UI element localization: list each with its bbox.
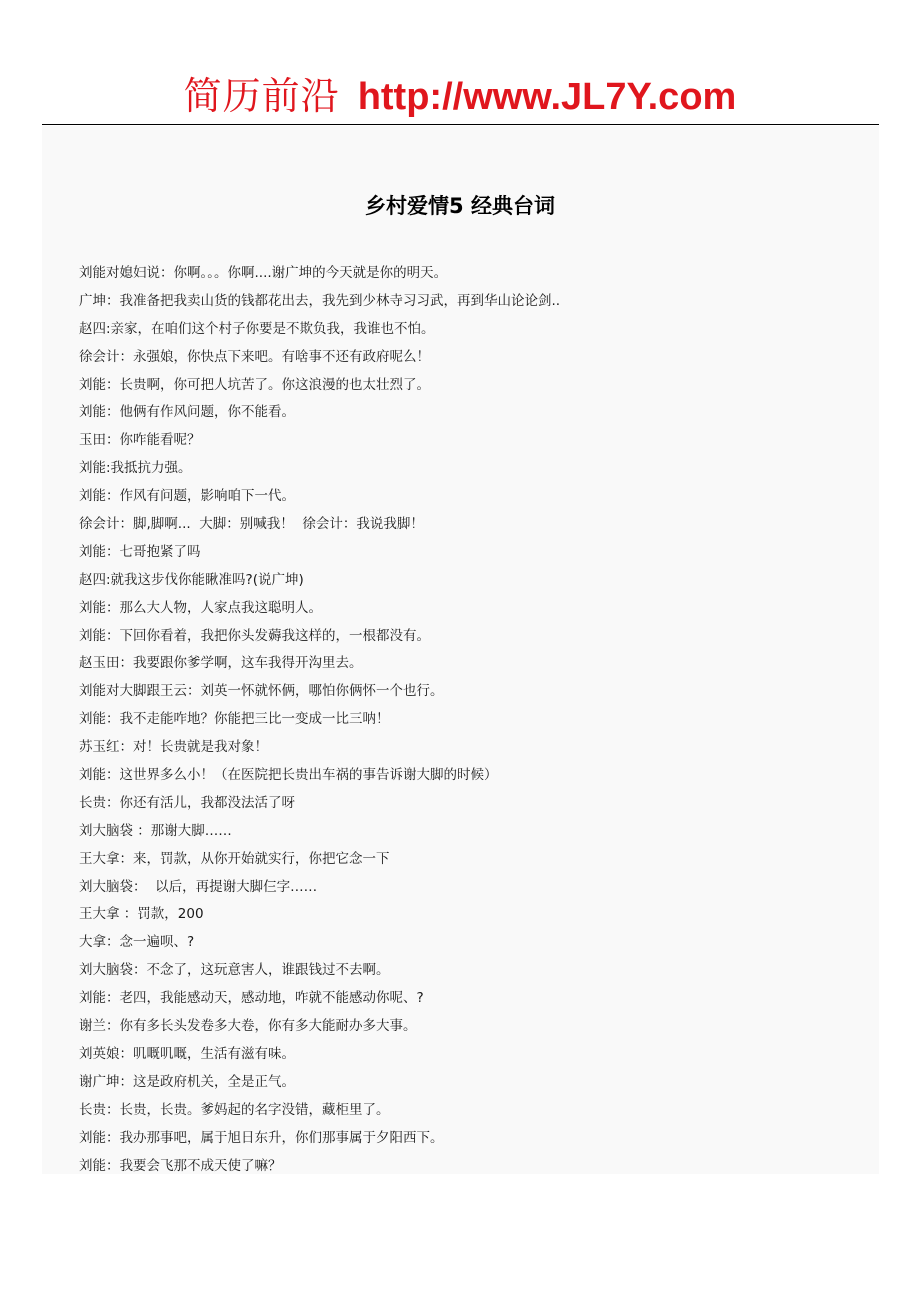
site-banner [0, 72, 920, 121]
quote-line: 刘能：那么大人物，人家点我这聪明人。 [79, 599, 322, 616]
quote-line: 广坤：我准备把我卖山货的钱都花出去，我先到少林寺习习武，再到华山论论剑.. [79, 292, 561, 309]
document-title: 乡村爱情5 经典台词 [365, 194, 555, 218]
site-name: 简历前沿 [183, 74, 340, 118]
site-url-link[interactable]: http://www.JL7Y.com [357, 76, 737, 118]
quote-line: 刘能：长贵啊，你可把人坑苦了。你这浪漫的也太壮烈了。 [79, 376, 430, 393]
quote-line: 大拿：念一遍呗、? [79, 934, 195, 951]
quote-line: 刘能：下回你看着，我把你头发薅我这样的，一根都没有。 [79, 627, 430, 644]
quote-list [79, 261, 869, 1181]
quote-line: 刘能:我抵抗力强。 [79, 460, 192, 477]
quote-line: 刘能：他俩有作风问题，你不能看。 [79, 404, 295, 421]
quote-line: 徐会计：脚,脚啊... 大脚：别喊我！ 徐会计：我说我脚！ [79, 516, 424, 533]
quote-line: 长贵：你还有活儿，我都没法活了呀 [79, 794, 295, 811]
quote-line: 刘英娘：叽嘅叽嘅，生活有滋有味。 [79, 1045, 295, 1062]
quote-line: 苏玉红：对！长贵就是我对象！ [79, 739, 268, 756]
quote-line: 赵玉田：我要跟你爹学啊，这车我得开沟里去。 [79, 655, 363, 672]
header-divider [42, 124, 879, 125]
quote-line: 刘能：七哥抱紧了吗 [79, 543, 201, 560]
quote-line: 王大拿 ：罚款，200 [79, 906, 204, 923]
quote-line: 刘大脑袋 ：那谢大脚…… [79, 822, 232, 839]
quote-line: 玉田：你咋能看呢？ [79, 432, 201, 449]
quote-line: 赵四:就我这步伐你能瞅准吗?(说广坤) [79, 571, 304, 588]
quote-line: 谢兰：你有多长头发卷多大卷，你有多大能耐办多大事。 [79, 1018, 417, 1035]
quote-line: 刘能：这世界多么小！（在医院把长贵出车祸的事告诉谢大脚的时候） [79, 767, 498, 784]
quote-line: 刘能对大脚跟王云：刘英一怀就怀俩，哪怕你俩怀一个也行。 [79, 683, 444, 700]
quote-line: 刘能：我要会飞那不成天使了嘛？ [79, 1157, 282, 1174]
quote-line: 刘能：老四，我能感动天，感动地，咋就不能感动你呢、? [79, 990, 424, 1007]
quote-line: 长贵：长贵，长贵。爹妈起的名字没错，藏柜里了。 [79, 1101, 390, 1118]
quote-line: 谢广坤：这是政府机关，全是正气。 [79, 1073, 295, 1090]
quote-line: 徐会计：永强娘，你快点下来吧。有啥事不还有政府呢么！ [79, 348, 430, 365]
quote-line: 刘能：我不走能咋地？你能把三比一变成一比三呐！ [79, 711, 390, 728]
quote-line: 刘能对媳妇说：你啊。。。你啊....谢广坤的今天就是你的明天。 [79, 265, 448, 281]
quote-line: 赵四:亲家，在咱们这个村子你要是不欺负我，我谁也不怕。 [79, 320, 435, 337]
page-header [0, 0, 920, 124]
quote-line: 刘大脑袋： 以后，再提谢大脚仨字…… [79, 878, 318, 895]
quote-line: 王大拿：来，罚款，从你开始就实行，你把它念一下 [79, 850, 390, 867]
quote-line: 刘能：我办那事吧，属于旭日东升，你们那事属于夕阳西下。 [79, 1129, 444, 1146]
quote-line: 刘大脑袋：不念了，这玩意害人，谁跟钱过不去啊。 [79, 962, 390, 979]
quote-line: 刘能：作风有问题，影响咱下一代。 [79, 488, 295, 505]
